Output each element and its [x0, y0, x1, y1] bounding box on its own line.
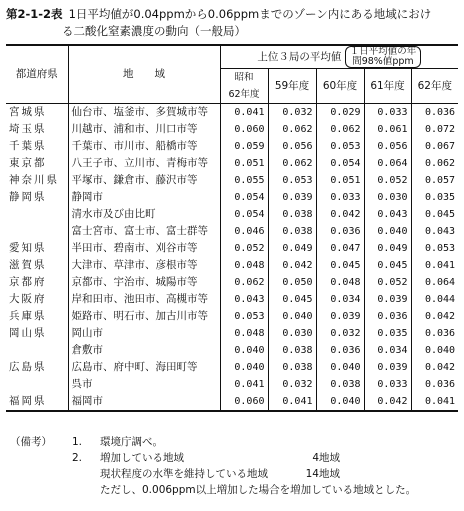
value-cell: 0.042: [316, 206, 364, 223]
area-cell: 川越市、浦和市、川口市等: [68, 121, 220, 138]
prefecture-cell: 千葉県: [6, 138, 68, 155]
area-cell: 富士宮市、富士市、富士群等: [68, 223, 220, 240]
value-cell: 0.051: [316, 172, 364, 189]
table-row: [6, 393, 458, 411]
value-cell: 0.040: [364, 223, 411, 240]
table-row: [6, 240, 458, 257]
value-cell: 0.033: [364, 104, 411, 122]
value-cell: 0.038: [268, 206, 316, 223]
table-row: [6, 274, 458, 291]
header-year-2: 60年度: [316, 69, 364, 104]
value-cell: 0.045: [364, 257, 411, 274]
value-cell: 0.040: [220, 359, 268, 376]
value-cell: 0.038: [316, 376, 364, 393]
prefecture-cell: 宮城県: [6, 104, 68, 122]
value-cell: 0.042: [424, 362, 456, 373]
value-cell: 0.052: [364, 172, 411, 189]
prefecture-cell: 神奈川県: [6, 172, 68, 189]
prefecture-cell: [6, 376, 68, 393]
value-cell: 0.040: [268, 308, 316, 325]
value-cell: 0.040: [424, 345, 456, 356]
area-cell: 清水市及び由比町: [68, 206, 220, 223]
table-row: [6, 291, 458, 308]
value-cell: 0.045: [316, 257, 364, 274]
value-cell: 0.030: [364, 189, 411, 206]
table-row: [6, 121, 458, 138]
value-cell: 0.061: [364, 121, 411, 138]
prefecture-cell: 滋賀県: [6, 257, 68, 274]
header-prefecture: 都道府県: [6, 45, 68, 104]
value-cell: 0.039: [268, 189, 316, 206]
value-cell: 0.036: [424, 328, 456, 339]
table-row: [6, 223, 458, 240]
prefecture-cell: 兵庫県: [6, 308, 68, 325]
value-cell: 0.036: [316, 342, 364, 359]
value-cell: 0.062: [316, 121, 364, 138]
prefecture-cell: 埼玉県: [6, 121, 68, 138]
value-cell: 0.062: [268, 121, 316, 138]
prefecture-cell: 岡山県: [6, 325, 68, 342]
prefecture-cell: 東京都: [6, 155, 68, 172]
title-line-1: [6, 6, 458, 23]
area-cell: 岸和田市、池田市、高槻市等: [68, 291, 220, 308]
table-row: [6, 342, 458, 359]
header-year-4: 62年度: [411, 69, 458, 104]
value-cell: 0.038: [268, 223, 316, 240]
value-cell: 0.035: [364, 325, 411, 342]
value-cell: 0.048: [220, 325, 268, 342]
value-cell: 0.049: [268, 240, 316, 257]
value-cell: 0.064: [364, 155, 411, 172]
prefecture-cell: [6, 206, 68, 223]
value-cell: 0.036: [424, 379, 456, 390]
value-cell: 0.039: [364, 291, 411, 308]
value-cell: 0.039: [364, 359, 411, 376]
value-cell: 0.030: [268, 325, 316, 342]
value-cell: 0.038: [268, 342, 316, 359]
value-cell: 0.072: [424, 124, 456, 135]
notes-label: （備考）: [10, 436, 52, 448]
note-2-text: 増加している地域: [100, 452, 184, 464]
value-cell: 0.040: [316, 359, 364, 376]
value-cell: 0.048: [220, 257, 268, 274]
value-cell: 0.049: [364, 240, 411, 257]
table-body: [6, 104, 458, 412]
table-row: [6, 172, 458, 189]
value-cell: 0.045: [424, 209, 456, 220]
value-cell: 0.051: [220, 155, 268, 172]
value-cell: 0.043: [364, 206, 411, 223]
title-line-2: る二酸化窒素濃度の動向（一般局）: [62, 24, 246, 38]
value-cell: 0.046: [220, 223, 268, 240]
note-1-text: 環境庁調べ。: [100, 436, 163, 448]
prefecture-cell: [6, 342, 68, 359]
value-cell: 0.056: [268, 138, 316, 155]
header-year-3: 61年度: [364, 69, 411, 104]
table-number: 第2-1-2表: [6, 7, 63, 21]
header-year-1: 59年度: [268, 69, 316, 104]
table-row: [6, 206, 458, 223]
value-cell: 0.041: [424, 396, 456, 407]
title-text-1: 1日平均値が0.04ppmから0.06ppmまでのゾーン内にある地域におけ: [68, 7, 432, 21]
value-cell: 0.062: [268, 155, 316, 172]
value-cell: 0.050: [268, 274, 316, 291]
value-cell: 0.041: [268, 393, 316, 411]
value-cell: 0.064: [424, 277, 456, 288]
value-cell: 0.032: [268, 104, 316, 122]
table-row: [6, 155, 458, 172]
value-cell: 0.062: [424, 158, 456, 169]
area-cell: 福岡市: [68, 393, 220, 411]
value-cell: 0.043: [424, 226, 456, 237]
area-cell: 京都市、宇治市、城陽市等: [68, 274, 220, 291]
note-4-text: ただし、0.006ppm以上増加した場合を増加している地域とした。: [100, 484, 417, 496]
value-cell: 0.041: [424, 260, 456, 271]
table-row: [6, 376, 458, 393]
table-title: [6, 6, 458, 40]
area-cell: 平塚市、鎌倉市、藤沢市等: [68, 172, 220, 189]
prefecture-cell: 愛知県: [6, 240, 68, 257]
header-group-note: [345, 46, 422, 68]
area-cell: 仙台市、塩釜市、多賀城市等: [68, 104, 220, 122]
value-cell: 0.035: [424, 192, 456, 203]
value-cell: 0.055: [220, 172, 268, 189]
value-cell: 0.057: [424, 175, 456, 186]
header-year-0-line-2: 62年度: [228, 89, 260, 100]
value-cell: 0.060: [220, 393, 268, 411]
value-cell: 0.053: [268, 172, 316, 189]
value-cell: 0.053: [424, 243, 456, 254]
note-2-index: 2.: [72, 452, 83, 464]
note-3-text: 現状程度の水準を維持している地域: [100, 468, 268, 480]
note-2: [10, 450, 460, 466]
value-cell: 0.048: [316, 274, 364, 291]
value-cell: 0.039: [316, 308, 364, 325]
value-cell: 0.054: [220, 189, 268, 206]
value-cell: 0.056: [364, 138, 411, 155]
value-cell: 0.033: [364, 376, 411, 393]
header-year-0-line-1: 昭和: [234, 72, 254, 83]
note-3: [10, 466, 460, 482]
header-group: [220, 45, 458, 69]
header-year-0: [220, 69, 268, 104]
header-note-line-1: １日平均値の年: [349, 46, 417, 57]
value-cell: 0.053: [220, 308, 268, 325]
area-cell: 大津市、草津市、彦根市等: [68, 257, 220, 274]
value-cell: 0.054: [220, 206, 268, 223]
value-cell: 0.038: [268, 359, 316, 376]
prefecture-cell: [6, 223, 68, 240]
note-1: [10, 434, 460, 450]
header-area: 地 域: [68, 45, 220, 104]
notes-section: [10, 434, 460, 498]
value-cell: 0.042: [268, 257, 316, 274]
value-cell: 0.042: [424, 311, 456, 322]
area-cell: 八王子市、立川市、青梅市等: [68, 155, 220, 172]
value-cell: 0.032: [316, 325, 364, 342]
area-cell: 倉敷市: [68, 342, 220, 359]
value-cell: 0.040: [316, 393, 364, 411]
header-group-label: 上位３局の平均値: [257, 51, 342, 63]
area-cell: 静岡市: [68, 189, 220, 206]
value-cell: 0.032: [268, 376, 316, 393]
value-cell: 0.041: [220, 376, 268, 393]
area-cell: 呉市: [68, 376, 220, 393]
data-table: [6, 44, 458, 412]
value-cell: 0.034: [316, 291, 364, 308]
value-cell: 0.053: [316, 138, 364, 155]
value-cell: 0.054: [316, 155, 364, 172]
value-cell: 0.036: [316, 223, 364, 240]
value-cell: 0.036: [364, 308, 411, 325]
table-row: [6, 138, 458, 155]
value-cell: 0.034: [364, 342, 411, 359]
area-cell: 広島市、府中町、海田町等: [68, 359, 220, 376]
value-cell: 0.043: [220, 291, 268, 308]
table-row: [6, 308, 458, 325]
value-cell: 0.060: [220, 121, 268, 138]
value-cell: 0.045: [268, 291, 316, 308]
value-cell: 0.044: [424, 294, 456, 305]
value-cell: 0.067: [424, 141, 456, 152]
value-cell: 0.040: [220, 342, 268, 359]
value-cell: 0.052: [364, 274, 411, 291]
value-cell: 0.041: [220, 104, 268, 122]
prefecture-cell: 静岡県: [6, 189, 68, 206]
prefecture-cell: 京都府: [6, 274, 68, 291]
note-2-count: 4地域: [312, 452, 340, 464]
value-cell: 0.047: [316, 240, 364, 257]
value-cell: 0.059: [220, 138, 268, 155]
table-row: [6, 325, 458, 342]
note-4: [10, 482, 460, 498]
prefecture-cell: 広島県: [6, 359, 68, 376]
note-1-index: 1.: [72, 436, 83, 448]
area-cell: 半田市、碧南市、刈谷市等: [68, 240, 220, 257]
value-cell: 0.052: [220, 240, 268, 257]
value-cell: 0.029: [316, 104, 364, 122]
table-row: [6, 104, 458, 122]
prefecture-cell: 大阪府: [6, 291, 68, 308]
area-cell: 千葉市、市川市、船橋市等: [68, 138, 220, 155]
value-cell: 0.036: [424, 107, 456, 118]
header-note-line-2: 間98%値ppm: [352, 56, 414, 67]
area-cell: 岡山市: [68, 325, 220, 342]
prefecture-cell: 福岡県: [6, 393, 68, 411]
table-row: [6, 257, 458, 274]
value-cell: 0.033: [316, 189, 364, 206]
table-row: [6, 189, 458, 206]
value-cell: 0.042: [364, 393, 411, 411]
table-row: [6, 359, 458, 376]
area-cell: 姫路市、明石市、加古川市等: [68, 308, 220, 325]
value-cell: 0.062: [220, 274, 268, 291]
note-3-count: 14地域: [305, 468, 340, 480]
